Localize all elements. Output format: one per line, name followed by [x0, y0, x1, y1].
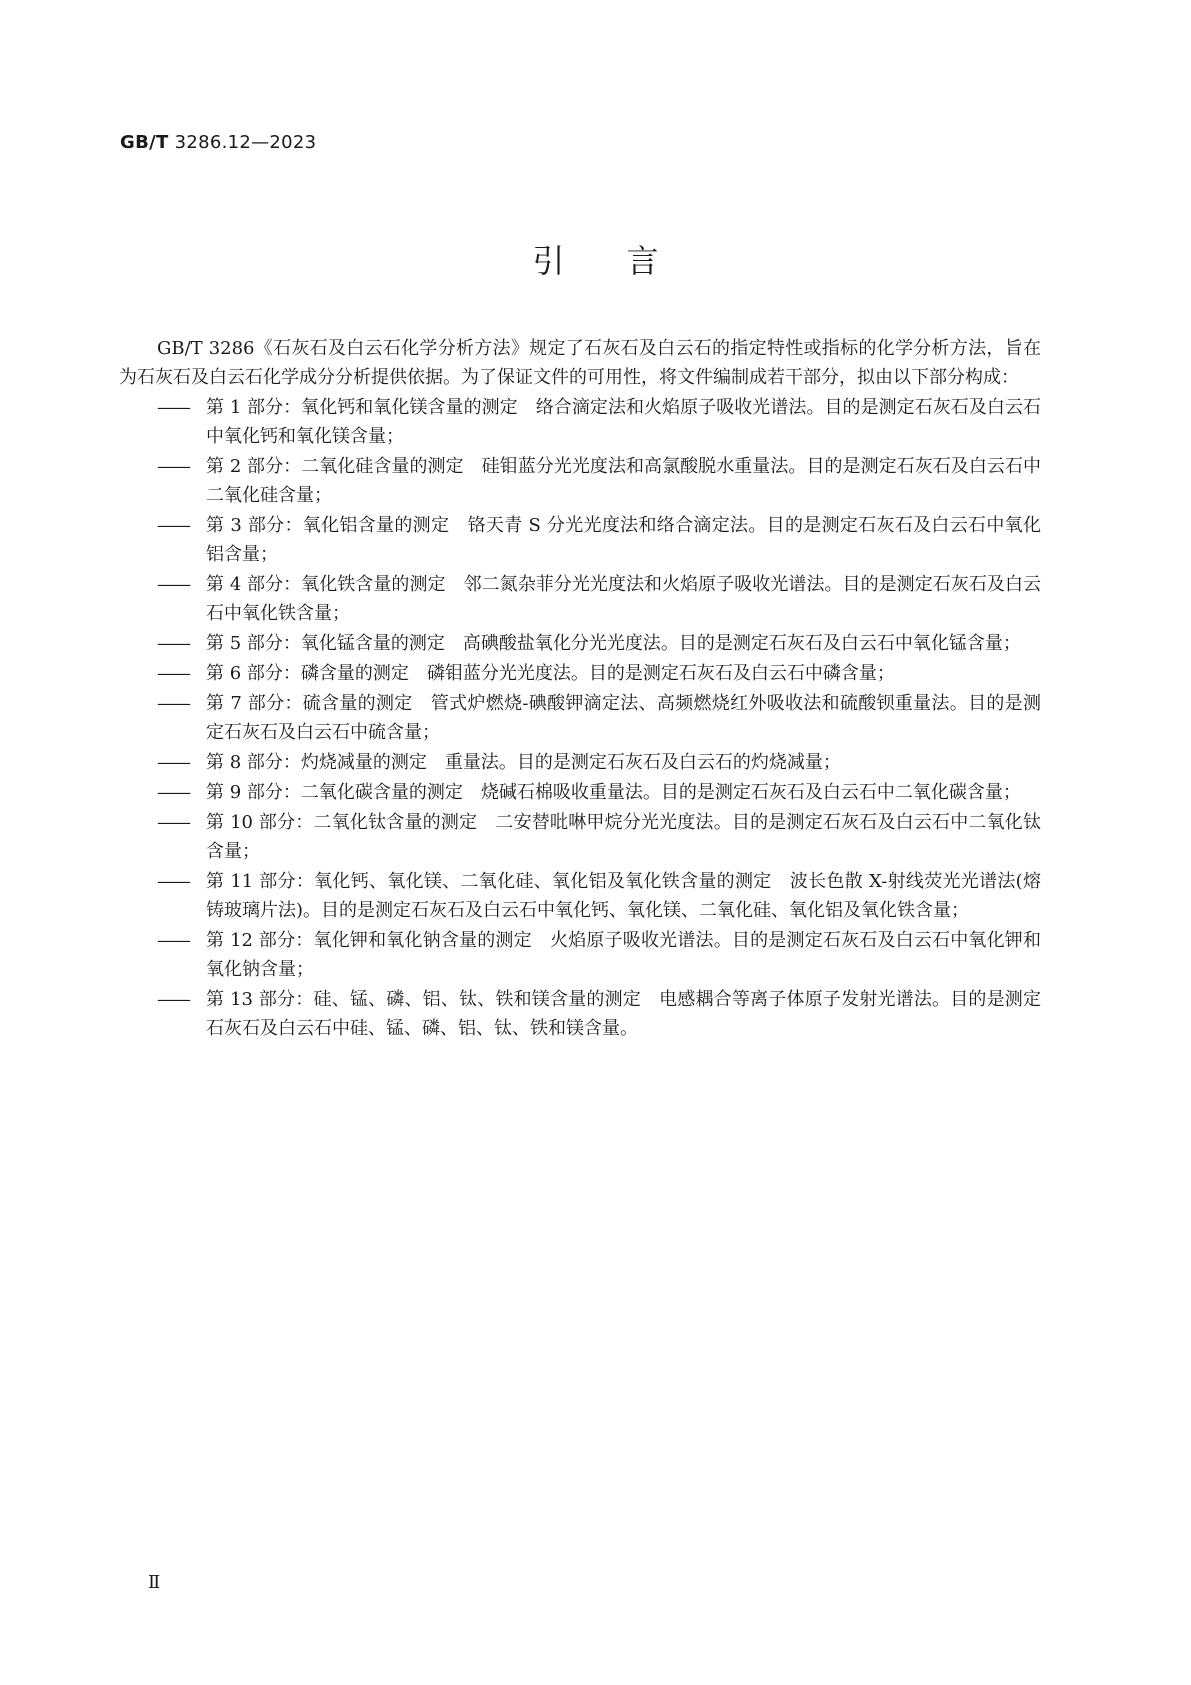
list-item-text: 第 12 部分：氧化钾和氧化钠含量的测定 火焰原子吸收光谱法。目的是测定石灰石及白云石中氧化钾和氧化钠含量；	[206, 930, 1041, 980]
list-item	[157, 808, 1041, 866]
list-item-text: 第 5 部分：氧化锰含量的测定 高碘酸盐氧化分光光度法。目的是测定石灰石及白云石中氧化锰含量；	[206, 633, 1021, 654]
title-char-1: 引	[532, 242, 565, 280]
list-item-text: 第 4 部分：氧化铁含量的测定 邻二氮杂菲分光光度法和火焰原子吸收光谱法。目的是测定石灰石及白云石中氧化铁含量；	[206, 574, 1041, 624]
list-item	[157, 926, 1041, 984]
list-item-text: 第 3 部分：氧化铝含量的测定 铬天青 S 分光光度法和络合滴定法。目的是测定石灰石及白云石中氧化铝含量；	[206, 515, 1041, 565]
list-dash: ——	[157, 693, 189, 714]
list-item-text: 第 8 部分：灼烧减量的测定 重量法。目的是测定石灰石及白云石的灼烧减量；	[206, 752, 841, 773]
intro-paragraph: GB/T 3286《石灰石及白云石化学分析方法》规定了石灰石及白云石的指定特性或指标的化学分析方法，旨在为石灰石及白云石化学成分分析提供依据。为了保证文件的可用性，将文件编制成若干部分，拟由以下部分构成：	[119, 338, 1041, 388]
list-item	[157, 393, 1041, 451]
list-item	[157, 748, 1041, 777]
list-item-text: 第 9 部分：二氧化碳含量的测定 烧碱石棉吸收重量法。目的是测定石灰石及白云石中二氧化碳含量；	[206, 782, 1021, 803]
list-item	[157, 511, 1041, 569]
list-dash: ——	[157, 574, 189, 595]
body-content	[119, 334, 1041, 1044]
list-item	[157, 985, 1041, 1043]
list-item	[157, 867, 1041, 925]
list-item-text: 第 2 部分：二氧化硅含量的测定 硅钼蓝分光光度法和高氯酸脱水重量法。目的是测定石灰石及白云石中二氧化硅含量；	[206, 456, 1041, 506]
list-dash: ——	[157, 930, 189, 951]
list-dash: ——	[157, 782, 189, 803]
list-item	[157, 570, 1041, 628]
list-item-text: 第 11 部分：氧化钙、氧化镁、二氧化硅、氧化铝及氧化铁含量的测定 波长色散 X-射线荧光光谱法(熔铸玻璃片法)。目的是测定石灰石及白云石中氧化钙、氧化镁、二氧化硅、氧化铝及氧化铁含量；	[206, 871, 1041, 921]
list-dash: ——	[157, 812, 189, 833]
list-dash: ——	[157, 663, 189, 684]
list-item	[157, 659, 1041, 688]
list-item	[157, 689, 1041, 747]
standard-code	[120, 132, 316, 153]
list-dash: ——	[157, 752, 189, 773]
list-item-text: 第 10 部分：二氧化钛含量的测定 二安替吡啉甲烷分光光度法。目的是测定石灰石及白云石中二氧化钛含量；	[206, 812, 1041, 862]
page-number: Ⅱ	[148, 1572, 161, 1593]
standard-prefix: GB/T	[120, 132, 169, 153]
page-title	[0, 236, 1191, 282]
list-item-text: 第 6 部分：磷含量的测定 磷钼蓝分光光度法。目的是测定石灰石及白云石中磷含量；	[206, 663, 895, 684]
list-dash: ——	[157, 456, 189, 477]
list-dash: ——	[157, 989, 189, 1010]
title-char-2: 言	[626, 242, 659, 280]
list-dash: ——	[157, 633, 189, 654]
parts-list	[157, 393, 1041, 1043]
list-item-text: 第 13 部分：硅、锰、磷、铝、钛、铁和镁含量的测定 电感耦合等离子体原子发射光谱法。目的是测定石灰石及白云石中硅、锰、磷、铝、钛、铁和镁含量。	[206, 989, 1041, 1039]
standard-number: 3286.12—2023	[174, 132, 317, 153]
list-dash: ——	[157, 397, 189, 418]
list-item-text: 第 7 部分：硫含量的测定 管式炉燃烧-碘酸钾滴定法、高频燃烧红外吸收法和硫酸钡重量法。目的是测定石灰石及白云石中硫含量；	[206, 693, 1041, 743]
list-item	[157, 778, 1041, 807]
list-dash: ——	[157, 515, 189, 536]
list-item-text: 第 1 部分：氧化钙和氧化镁含量的测定 络合滴定法和火焰原子吸收光谱法。目的是测定石灰石及白云石中氧化钙和氧化镁含量；	[206, 397, 1041, 447]
list-item	[157, 629, 1041, 658]
list-dash: ——	[157, 871, 189, 892]
list-item	[157, 452, 1041, 510]
